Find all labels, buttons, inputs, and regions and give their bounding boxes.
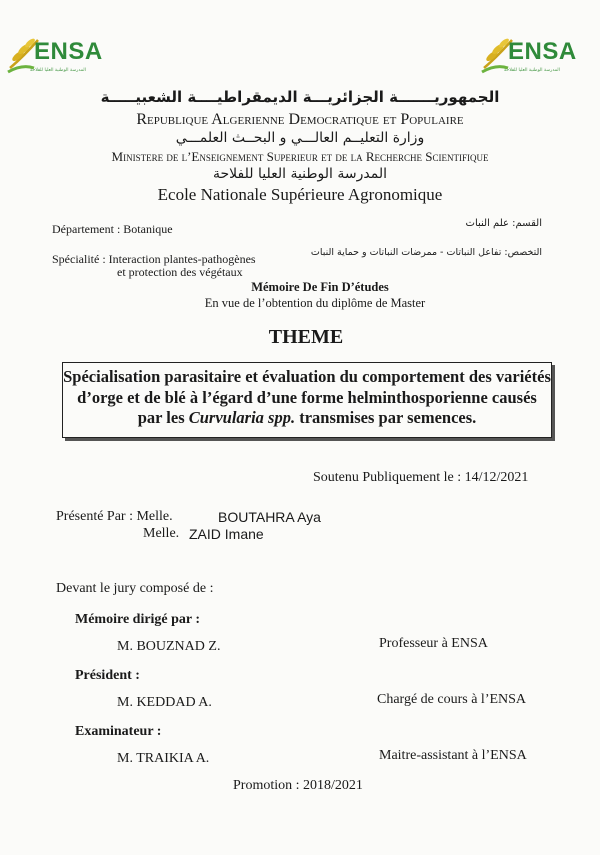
presente-melle2: Melle. xyxy=(143,526,180,541)
logo-subtitle: المدرسة الوطنية العليا للفلاحة xyxy=(504,68,560,73)
theme-text-part2: transmises par semences. xyxy=(295,408,477,427)
specialite-fr-line1: Spécialité : Interaction plantes-pathogènes xyxy=(52,252,256,266)
ministry-ar: وزارة التعليــم العالـــي و البحــث العلمـــي xyxy=(175,130,425,146)
specialite-fr-line2: et protection des végétaux xyxy=(117,265,243,279)
jury-name: M. TRAIKIA A. xyxy=(117,751,210,766)
theme-text-part1: Spécialisation parasitaire et évaluation du comportement des variétés d’orge et de blé à l’égard d’une forme helminthosporienne causés par les xyxy=(63,367,551,427)
jury-name: M. BOUZNAD Z. xyxy=(117,639,221,654)
jury-role: Examinateur : xyxy=(75,724,162,739)
presente-name1: BOUTAHRA Aya xyxy=(218,509,321,525)
school-ar: المدرسة الوطنية العليا للفلاحة xyxy=(213,166,387,182)
logo-brand: ENSA xyxy=(34,38,103,65)
ensa-logo-left xyxy=(4,34,114,78)
jury-title: Maitre-assistant à l’ENSA xyxy=(379,748,527,763)
theme-label: THEME xyxy=(268,326,344,348)
school-fr: Ecole Nationale Supérieure Agronomique xyxy=(157,185,443,204)
department-fr: Département : Botanique xyxy=(52,222,173,236)
presente-name2: ZAID Imane xyxy=(189,526,264,542)
ensa-logo-right xyxy=(478,34,588,78)
jury-title: Professeur à ENSA xyxy=(379,636,488,651)
logo-subtitle: المدرسة الوطنية العليا للفلاحة xyxy=(30,68,86,73)
jury-name: M. KEDDAD A. xyxy=(117,695,212,710)
specialite-ar: التخصص: تفاعل النباتات - ممرضات النباتات و حماية النبات xyxy=(310,247,542,258)
theme-box xyxy=(62,362,552,438)
jury-title: Chargé de cours à l’ENSA xyxy=(377,692,527,707)
department-ar: القسم: علم النبات xyxy=(465,218,542,229)
jury-intro: Devant le jury composé de : xyxy=(56,581,214,596)
memoire-subtitle: En vue de l’obtention du diplôme de Master xyxy=(204,296,426,310)
theme-text xyxy=(63,367,551,429)
theme-text-italic: Curvularia spp. xyxy=(188,408,296,427)
soutenu-date: Soutenu Publiquement le : 14/12/2021 xyxy=(313,470,529,485)
promotion: Promotion : 2018/2021 xyxy=(233,778,363,793)
presente-label: Présenté Par : Melle. xyxy=(56,509,173,524)
jury-role: Mémoire dirigé par : xyxy=(75,612,201,627)
memoire-title: Mémoire De Fin D’études xyxy=(251,280,389,294)
republic-fr: Republique Algerienne Democratique et Populaire xyxy=(136,111,464,128)
republic-ar: الجمهوريـــــــة الجزائريـــة الديمقراطيــــة الشعبيـــــة xyxy=(100,88,500,106)
logo-brand: ENSA xyxy=(508,38,577,65)
jury-role: Président : xyxy=(75,668,140,683)
ministry-fr: Ministere de l’Enseignement Superieur et de la Recherche Scientifique xyxy=(111,149,489,164)
